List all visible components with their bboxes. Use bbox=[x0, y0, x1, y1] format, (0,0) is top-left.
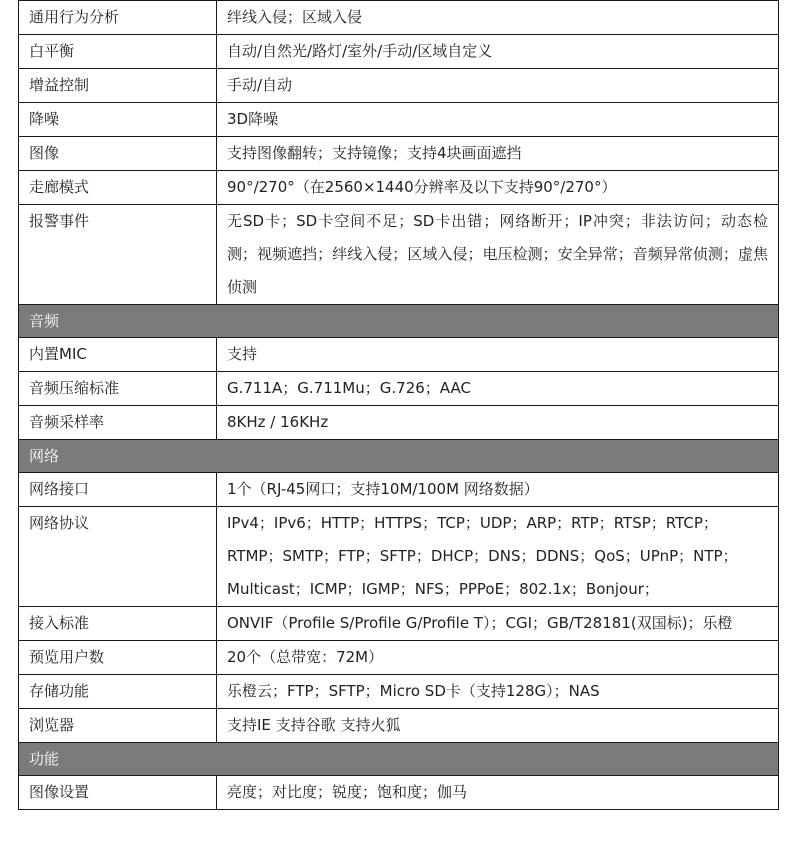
spec-value: ONVIF（Profile S/Profile G/Profile T）；CGI；GB/T28181(双国标)；乐橙 bbox=[217, 607, 779, 641]
spec-row bbox=[19, 137, 779, 171]
spec-row bbox=[19, 171, 779, 205]
spec-row bbox=[19, 69, 779, 103]
spec-row bbox=[19, 406, 779, 440]
spec-label: 预览用户数 bbox=[19, 641, 217, 675]
spec-label: 走廊模式 bbox=[19, 171, 217, 205]
spec-value: 绊线入侵；区域入侵 bbox=[217, 1, 779, 35]
spec-value: 自动/自然光/路灯/室外/手动/区域自定义 bbox=[217, 35, 779, 69]
spec-value: 3D降噪 bbox=[217, 103, 779, 137]
spec-row bbox=[19, 607, 779, 641]
spec-label: 通用行为分析 bbox=[19, 1, 217, 35]
spec-row bbox=[19, 641, 779, 675]
spec-row bbox=[19, 1, 779, 35]
spec-value: 20个（总带宽：72M） bbox=[217, 641, 779, 675]
spec-row bbox=[19, 776, 779, 810]
spec-label: 音频采样率 bbox=[19, 406, 217, 440]
spec-row bbox=[19, 473, 779, 507]
spec-row bbox=[19, 507, 779, 607]
spec-value: 90°/270°（在2560×1440分辨率及以下支持90°/270°） bbox=[217, 171, 779, 205]
spec-label: 增益控制 bbox=[19, 69, 217, 103]
spec-label: 报警事件 bbox=[19, 205, 217, 305]
spec-label: 内置MIC bbox=[19, 338, 217, 372]
spec-label: 白平衡 bbox=[19, 35, 217, 69]
spec-value: G.711A；G.711Mu；G.726；AAC bbox=[217, 372, 779, 406]
spec-label: 音频压缩标准 bbox=[19, 372, 217, 406]
spec-label: 网络接口 bbox=[19, 473, 217, 507]
spec-row bbox=[19, 35, 779, 69]
spec-value: IPv4；IPv6；HTTP；HTTPS；TCP；UDP；ARP；RTP；RTSP；RTCP；RTMP；SMTP；FTP；SFTP；DHCP；DNS；DDNS；QoS；UPnP；NTP；Multicast；ICMP；IGMP；NFS；PPPoE；802.1x；Bonjour； bbox=[217, 507, 779, 607]
spec-label: 网络协议 bbox=[19, 507, 217, 607]
spec-value: 8KHz / 16KHz bbox=[217, 406, 779, 440]
spec-row bbox=[19, 372, 779, 406]
section-title: 网络 bbox=[19, 440, 779, 473]
spec-row bbox=[19, 675, 779, 709]
section-header bbox=[19, 743, 779, 776]
spec-row bbox=[19, 103, 779, 137]
spec-row bbox=[19, 338, 779, 372]
spec-value: 亮度；对比度；锐度；饱和度；伽马 bbox=[217, 776, 779, 810]
spec-value: 1个（RJ-45网口；支持10M/100M 网络数据） bbox=[217, 473, 779, 507]
spec-label: 降噪 bbox=[19, 103, 217, 137]
spec-value: 支持IE 支持谷歌 支持火狐 bbox=[217, 709, 779, 743]
spec-table bbox=[18, 0, 779, 810]
spec-value: 支持图像翻转；支持镜像；支持4块画面遮挡 bbox=[217, 137, 779, 171]
spec-value: 无SD卡；SD卡空间不足；SD卡出错；网络断开；IP冲突；非法访问；动态检测；视频遮挡；绊线入侵；区域入侵；电压检测；安全异常；音频异常侦测；虚焦侦测 bbox=[217, 205, 779, 305]
spec-value: 乐橙云；FTP；SFTP；Micro SD卡（支持128G）；NAS bbox=[217, 675, 779, 709]
spec-label: 图像设置 bbox=[19, 776, 217, 810]
spec-label: 浏览器 bbox=[19, 709, 217, 743]
section-title: 功能 bbox=[19, 743, 779, 776]
spec-label: 图像 bbox=[19, 137, 217, 171]
spec-label: 存储功能 bbox=[19, 675, 217, 709]
spec-row bbox=[19, 709, 779, 743]
section-header bbox=[19, 305, 779, 338]
spec-row bbox=[19, 205, 779, 305]
spec-table-body bbox=[19, 1, 779, 810]
spec-label: 接入标准 bbox=[19, 607, 217, 641]
section-header bbox=[19, 440, 779, 473]
section-title: 音频 bbox=[19, 305, 779, 338]
spec-value: 手动/自动 bbox=[217, 69, 779, 103]
spec-value: 支持 bbox=[217, 338, 779, 372]
